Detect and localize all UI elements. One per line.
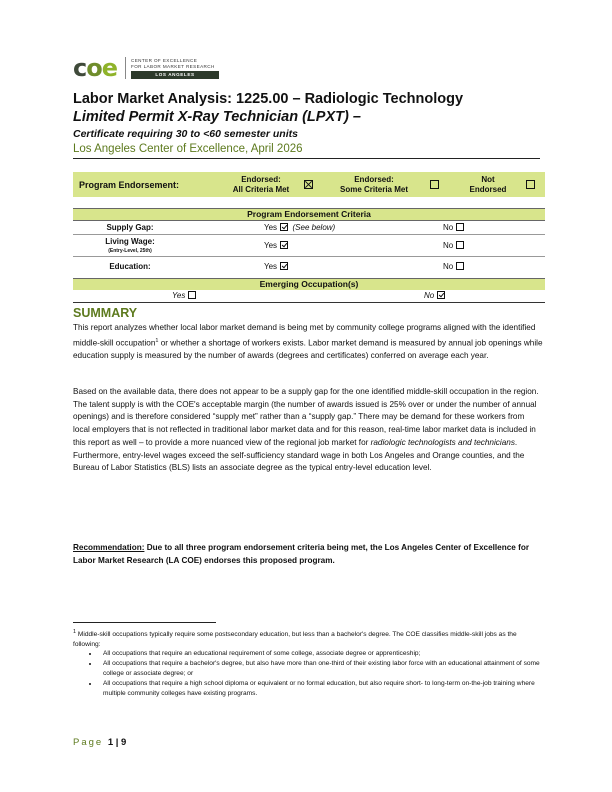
coe-logo (73, 55, 223, 81)
recommendation: Recommendation: Due to all three program endorsement criteria being met, the Los Angeles Center of Excellence for Labor Market Research (LA COE) endorses this proposed program. (73, 543, 530, 565)
endorsed-all-label: Endorsed: All Criteria Met (232, 175, 290, 194)
emerging-yes: Yes (172, 291, 196, 300)
living-wage-no-checkbox[interactable] (456, 241, 464, 249)
report-title: Labor Market Analysis: 1225.00 – Radiologic Technology (73, 91, 464, 107)
emerging-no-checkbox[interactable] (437, 291, 445, 299)
education-no: No (443, 262, 464, 271)
logo-line-2: FOR LABOR MARKET RESEARCH (131, 64, 215, 69)
certificate-line: Certificate requiring 30 to <60 semester units (73, 128, 298, 140)
endorsed-some-label: Endorsed: Some Criteria Met (339, 175, 409, 194)
supply-gap-yes-checkbox[interactable] (280, 223, 288, 231)
supply-gap-label: Supply Gap: (106, 223, 154, 232)
logo-region: LOS ANGELES (131, 71, 219, 79)
summary-paragraph-2: Based on the available data, there does not appear to be a supply gap for the one identified middle-skill occupation in the region. The talent supply is with the COE's acceptable margin (the number of awards issued is 25% over or under the number of annual openings) and is therefore considered “supply met” rather than a “supply gap.” There may be demand for these workers from local employers that is not reflected in traditional labor market data and for this reason, real-time labor market data is included in this report as well – to provide a more nuanced view of the regional job market for radiologic technologists and technicians. Furthermore, entry-level wages exceed the self-sufficiency standard wage in both Los Angeles and Orange counties, and the Bureau of Labor Statistics (BLS) lists an associate degree as the typical entry-level education level. (73, 387, 539, 473)
living-wage-yes: Yes (264, 241, 288, 250)
not-endorsed-label: Not Endorsed (469, 175, 507, 194)
list-item: • All occupations that require an educational requirement of some college, associate degree or apprenticeship; (99, 649, 543, 658)
education-yes-checkbox[interactable] (280, 262, 288, 270)
endorsed-some-checkbox[interactable] (430, 180, 439, 189)
living-wage-sublabel: (Entry-Level, 25th) (108, 248, 152, 254)
living-wage-no: No (443, 241, 464, 250)
row-divider (73, 234, 545, 235)
page-number: Page 1 | 9 (73, 737, 127, 748)
org-date: Los Angeles Center of Excellence, April 2026 (73, 143, 303, 155)
list-item: • All occupations that require a bachelor's degree, but also have more than one-third of their existing labor force with an educational attainment of some college or associate degree; or (99, 659, 543, 678)
emerging-occupation-heading: Emerging Occupation(s) (73, 278, 545, 290)
emerging-yes-checkbox[interactable] (188, 291, 196, 299)
logo-divider (125, 57, 126, 79)
footnote (73, 628, 543, 699)
endorsement-label: Program Endorsement: (79, 180, 180, 190)
logo-line-1: CENTER OF EXCELLENCE (131, 58, 198, 63)
header-rule (73, 158, 540, 159)
footnote-rule (73, 622, 216, 623)
living-wage-yes-checkbox[interactable] (280, 241, 288, 249)
footnote-list (73, 649, 543, 698)
education-label: Education: (109, 262, 151, 271)
education-no-checkbox[interactable] (456, 262, 464, 270)
table-bottom-rule (73, 302, 545, 303)
row-divider (73, 256, 545, 257)
footnote-intro: $^1$ Middle-skill occupations typically require some postsecondary education, but less than a bachelor's degree. The COE classifies middle-skill jobs as the following: (73, 629, 517, 648)
report-subtitle: Limited Permit X-Ray Technician (LPXT) – (73, 109, 361, 125)
summary-paragraph-1: This report analyzes whether local labor market demand is being met by community college programs aligned with the identified middle-skill occupation$^1$ or whether a shortage of workers exists. Labor market demand is measured by annual job openings while education supply is measured by the number of awards (degrees and certificates) conferred on average each year. (73, 323, 543, 361)
list-item: • All occupations that require a high school diploma or equivalent or no formal education, but also require short- to long-term on-the-job training where multiple community colleges have existing programs. (99, 679, 543, 698)
coe-logo-mark: coe (73, 54, 118, 82)
living-wage-label: Living Wage: (105, 237, 155, 246)
emerging-no: No (424, 291, 445, 300)
supply-gap-no: No (443, 223, 464, 232)
summary-heading: SUMMARY (73, 306, 138, 320)
program-endorsement-bar (73, 172, 545, 197)
not-endorsed-checkbox[interactable] (526, 180, 535, 189)
supply-gap-no-checkbox[interactable] (456, 223, 464, 231)
education-yes: Yes (264, 262, 288, 271)
supply-gap-yes: Yes (See below) (264, 223, 336, 232)
endorsed-all-checkbox[interactable] (304, 180, 313, 189)
criteria-heading: Program Endorsement Criteria (73, 208, 545, 221)
